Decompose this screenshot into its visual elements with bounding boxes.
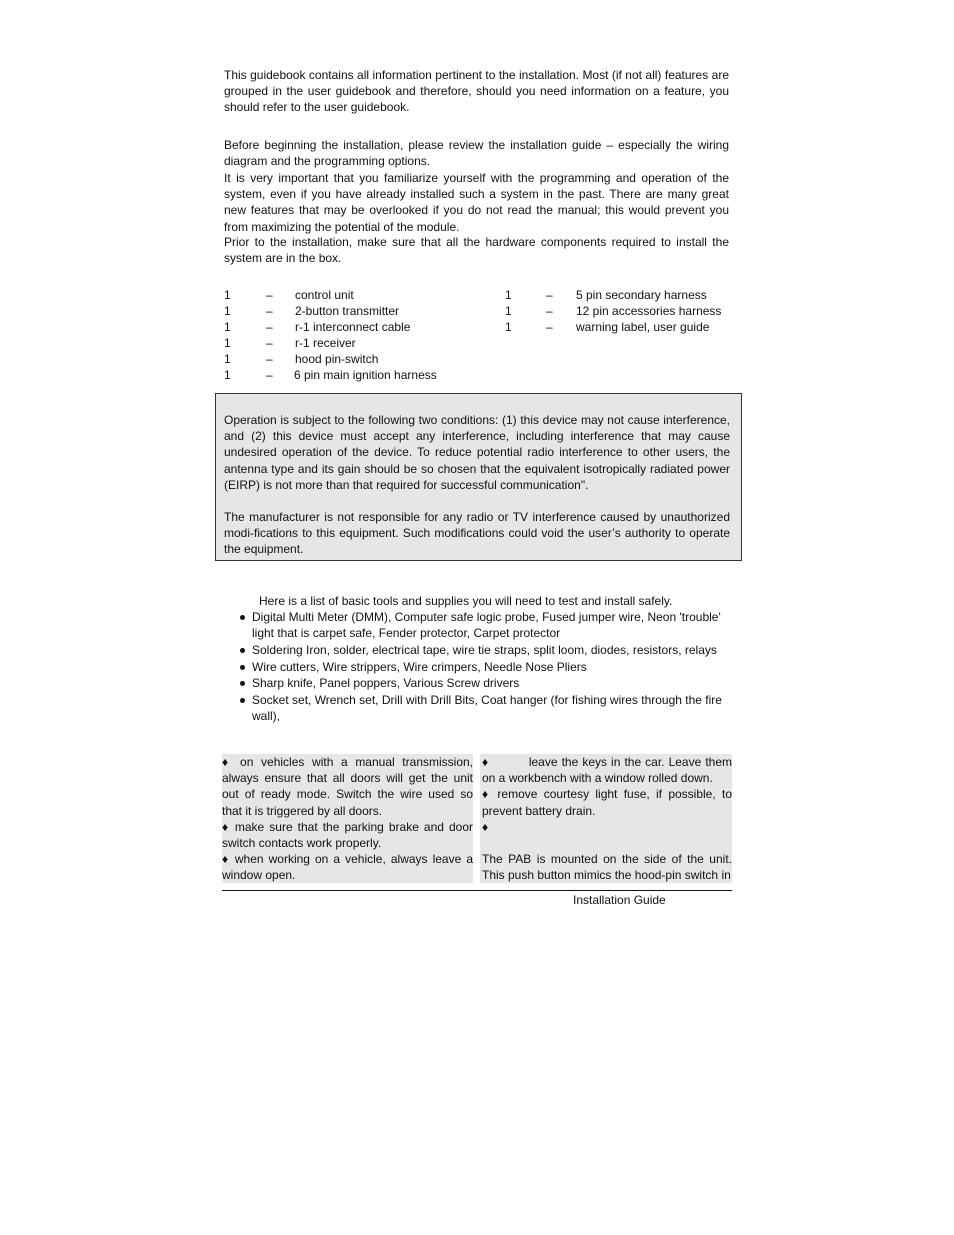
item-name: warning label, user guide (576, 320, 710, 334)
box-contents-paragraph: Prior to the installation, make sure that all the hardware components required to install the system are in the box. (224, 235, 729, 266)
list-item: Digital Multi Meter (DMM), Computer safe logic probe, Fused jumper wire, Neon 'trouble' light that is carpet safe, Fender protector, Carpet protector (236, 609, 736, 641)
notice-paragraph: Operation is subject to the following two conditions: (1) this device may not cause interference, and (2) this device must accept any interference, including interference that may cause undesired operation of the device. To reduce potential radio interference to other users, the antenna type and its gain should be so chosen that the equivalent isotropically radiated power (EIRP) is not more than that required for successful communication". (224, 413, 730, 492)
list-item (224, 367, 744, 383)
item-name: r-1 interconnect cable (295, 320, 411, 334)
item-dash: – (266, 336, 273, 350)
list-item: Wire cutters, Wire strippers, Wire crimpers, Needle Nose Pliers (236, 659, 736, 675)
footer-label: Installation Guide (573, 893, 666, 907)
item-qty: 1 (224, 304, 231, 318)
list-item (224, 319, 744, 335)
review-paragraph: Before beginning the installation, please review the installation guide – especially the wiring diagram and the programming options. (224, 138, 729, 169)
caution-item: ♦ (482, 819, 489, 834)
item-qty: 1 (505, 304, 512, 318)
caution-item: ♦ when working on a vehicle, always leave a window open. (222, 852, 473, 883)
regulatory-notice-box (215, 393, 742, 561)
item-name: 5 pin secondary harness (576, 288, 707, 302)
item-qty: 1 (224, 368, 231, 382)
pab-paragraph: The PAB is mounted on the side of the unit. This push button mimics the hood-pin switch in (482, 852, 732, 883)
item-dash: – (546, 304, 553, 318)
caution-text: leave the keys in the car. Leave them on a workbench with a window rolled down. (482, 755, 732, 786)
item-dash: – (266, 288, 273, 302)
item-name: 2-button transmitter (295, 304, 400, 318)
item-name: hood pin-switch (295, 352, 379, 366)
item-name: 6 pin main ignition harness (294, 368, 437, 382)
footer-divider (222, 890, 732, 891)
spacer (482, 835, 732, 851)
caution-item (482, 754, 732, 786)
item-dash: – (546, 320, 553, 334)
box-contents-list (224, 287, 744, 383)
item-qty: 1 (505, 288, 512, 302)
intro-paragraph: This guidebook contains all information pertinent to the installation. Most (if not all) features are grouped in the user guidebook and therefore, should you need information on a feature, you should refer to the user guidebook. (224, 68, 729, 115)
list-item (224, 335, 744, 351)
item-name: control unit (295, 288, 354, 302)
list-item: Socket set, Wrench set, Drill with Drill Bits, Coat hanger (for fishing wires through the fire wall), (236, 692, 736, 724)
caution-item: ♦ remove courtesy light fuse, if possible, to prevent battery drain. (482, 787, 732, 818)
list-item (224, 287, 744, 303)
caution-item: ♦ make sure that the parking brake and door switch contacts work properly. (222, 819, 473, 851)
diamond-bullet: ♦ (482, 755, 489, 769)
item-qty: 1 (224, 288, 231, 302)
item-name: r-1 receiver (295, 336, 356, 350)
list-item: Sharp knife, Panel poppers, Various Screw drivers (236, 675, 736, 691)
familiarize-paragraph: It is very important that you familiarize yourself with the programming and operation of the system, even if you have already installed such a system in the past. There are many great new features that may be overlooked if you do not read the manual; this would prevent you from maximizing the potential of the module. (224, 171, 729, 234)
list-item: Soldering Iron, solder, electrical tape, wire tie straps, split loom, diodes, resistors, relays (236, 642, 736, 658)
list-item (224, 303, 744, 319)
item-dash: – (546, 288, 553, 302)
list-item (224, 351, 744, 367)
caution-column-left (222, 754, 473, 883)
caution-item: ♦ on vehicles with a manual transmission, always ensure that all doors will get the unit out of ready mode. Switch the wire used so that it is triggered by all doors. (222, 755, 473, 818)
item-qty: 1 (505, 320, 512, 334)
caution-column-right (480, 754, 732, 883)
item-name: 12 pin accessories harness (576, 304, 722, 318)
tools-intro: Here is a list of basic tools and supplies you will need to test and install safely. (259, 594, 673, 608)
notice-paragraph: The manufacturer is not responsible for any radio or TV interference caused by unauthorized modi-fications to this equipment. Such modifications could void the user’s authority to operate the equipment. (224, 510, 730, 557)
item-dash: – (266, 368, 273, 382)
item-qty: 1 (224, 336, 231, 350)
item-qty: 1 (224, 352, 231, 366)
item-dash: – (266, 320, 273, 334)
item-qty: 1 (224, 320, 231, 334)
item-dash: – (266, 352, 273, 366)
tools-list (236, 609, 736, 725)
item-dash: – (266, 304, 273, 318)
